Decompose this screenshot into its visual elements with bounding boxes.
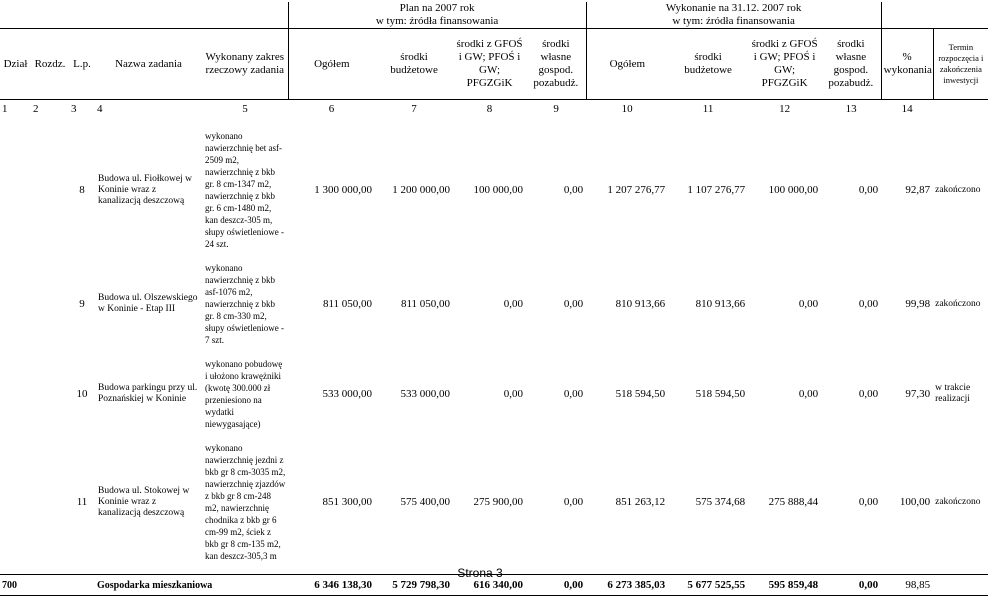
colnum: 11 xyxy=(702,103,714,115)
col-exec-budzet: środki budżetowe xyxy=(668,29,748,100)
total-exec-total: 6 273 385,03 xyxy=(586,575,668,596)
exec-title: Wykonanie na 31.12. 2007 rok xyxy=(586,2,881,15)
row-scope: wykonano nawierzchnię z bkb asf-1076 m2, nawierzchnię z bkb gr. 8 cm-330 m2, słupy oświetleniowe - 7 szt. xyxy=(205,263,284,345)
row-name: Budowa ul. Olszewskiego w Koninie - Etap III xyxy=(98,293,198,314)
header-row-sub xyxy=(0,15,988,29)
exec-pct: 92,87 xyxy=(905,184,931,196)
col-plan-budzet: środki budżetowe xyxy=(375,29,453,100)
exec-pct: 97,30 xyxy=(905,388,931,400)
exec-total: 1 207 276,77 xyxy=(607,184,666,196)
table-row xyxy=(0,358,988,430)
colnum: 1 xyxy=(2,103,8,115)
total-plan-gfos: 616 340,00 xyxy=(453,575,526,596)
plan-gfos: 0,00 xyxy=(503,298,524,310)
budget-table xyxy=(0,2,988,596)
column-numbers-row xyxy=(0,100,988,119)
colnum: 6 xyxy=(328,103,335,115)
colnum: 12 xyxy=(779,103,791,115)
plan-budget: 575 400,00 xyxy=(400,496,451,508)
col-termin: Termin rozpoczęcia i zakończenia inwestycji xyxy=(933,29,988,100)
row-name: Budowa ul. Fiołkowej w Koninie wraz z kanalizacją deszczową xyxy=(98,173,192,206)
total-plan-own: 0,00 xyxy=(526,575,586,596)
exec-pct: 100,00 xyxy=(899,496,931,508)
total-exec-own: 0,00 xyxy=(821,575,881,596)
colnum: 8 xyxy=(486,103,493,115)
total-plan-total: 6 346 138,30 xyxy=(288,575,375,596)
total-name: Gospodarka mieszkaniowa xyxy=(95,575,288,596)
col-pct: % wykonania xyxy=(881,29,933,100)
plan-gfos: 100 000,00 xyxy=(473,184,524,196)
row-status: zakończono xyxy=(935,496,981,507)
col-exec-ogolem: Ogółem xyxy=(586,29,668,100)
exec-total: 518 594,50 xyxy=(615,388,666,400)
plan-own: 0,00 xyxy=(563,184,584,196)
row-scope: wykonano pobudowę i ułożono krawężniki (kwotę 300.000 zł przeniesiono na wydatki niewygasające) xyxy=(205,359,283,429)
exec-budget: 1 107 276,77 xyxy=(687,184,746,196)
colnum: 13 xyxy=(845,103,857,115)
exec-own: 0,00 xyxy=(858,184,879,196)
plan-total: 851 300,00 xyxy=(322,496,373,508)
colnum: 4 xyxy=(97,103,103,115)
exec-gfos: 275 888,44 xyxy=(768,496,819,508)
total-exec-gfos: 595 859,48 xyxy=(748,575,821,596)
exec-gfos: 0,00 xyxy=(798,388,819,400)
exec-total: 851 263,12 xyxy=(615,496,666,508)
table-row xyxy=(0,130,988,250)
plan-title: Plan na 2007 rok xyxy=(288,2,586,15)
total-pct: 98,85 xyxy=(881,575,933,596)
plan-gfos: 275 900,00 xyxy=(473,496,524,508)
plan-budget: 533 000,00 xyxy=(400,388,451,400)
plan-subtitle: w tym: źródła finansowania xyxy=(288,15,586,29)
plan-own: 0,00 xyxy=(563,496,584,508)
colnum: 14 xyxy=(901,103,913,115)
row-lp: 9 xyxy=(79,298,85,310)
col-zakres: Wykonany zakres rzeczowy zadania xyxy=(202,29,288,100)
row-lp: 8 xyxy=(79,184,85,196)
row-status: zakończono xyxy=(935,184,981,195)
col-nazwa: Nazwa zadania xyxy=(95,29,202,100)
plan-total: 533 000,00 xyxy=(322,388,373,400)
header-row-plan xyxy=(0,2,988,15)
table-row xyxy=(0,442,988,562)
row-scope: wykonano nawierzchnię bet asf-2509 m2, nawierzchnię z bkb gr. 8 cm-1347 m2, nawierzchnię z bkb gr. 6 cm-1480 m2, kan deszcz-305 m, słupy oświetleniowe - 24 szt. xyxy=(205,131,284,249)
header-row-columns xyxy=(0,29,988,100)
total-exec-budget: 5 677 525,55 xyxy=(668,575,748,596)
plan-own: 0,00 xyxy=(563,298,584,310)
plan-total: 1 300 000,00 xyxy=(314,184,373,196)
row-status: zakończono xyxy=(935,298,981,309)
exec-budget: 518 594,50 xyxy=(695,388,746,400)
col-rozdz: Rozdz. xyxy=(31,29,69,100)
exec-own: 0,00 xyxy=(858,388,879,400)
colnum: 7 xyxy=(411,103,417,115)
exec-pct: 99,98 xyxy=(905,298,931,310)
exec-budget: 810 913,66 xyxy=(695,298,746,310)
exec-gfos: 0,00 xyxy=(798,298,819,310)
row-lp: 10 xyxy=(76,388,88,400)
row-name: Budowa parkingu przy ul. Poznańskiej w Koninie xyxy=(98,383,198,404)
total-dzial: 700 xyxy=(0,575,31,596)
colnum: 2 xyxy=(33,103,39,115)
plan-budget: 1 200 000,00 xyxy=(392,184,451,196)
row-status: w trakcie realizacji xyxy=(935,383,971,404)
col-plan-ogolem: Ogółem xyxy=(288,29,375,100)
exec-subtitle: w tym: źródła finansowania xyxy=(586,15,881,29)
exec-own: 0,00 xyxy=(858,298,879,310)
col-lp: L.p. xyxy=(69,29,95,100)
page-footer: Strona 3 xyxy=(457,566,503,580)
col-dzial: Dział xyxy=(0,29,31,100)
colnum: 9 xyxy=(553,103,559,115)
colnum: 5 xyxy=(242,103,248,115)
col-plan-gfos: środki z GFOŚ i GW; PFOŚ i GW; PFGZGiK xyxy=(453,29,526,100)
plan-own: 0,00 xyxy=(563,388,584,400)
row-lp: 11 xyxy=(76,496,88,508)
total-plan-budget: 5 729 798,30 xyxy=(375,575,453,596)
plan-total: 811 050,00 xyxy=(322,298,373,310)
colnum: 3 xyxy=(71,103,77,115)
table-row xyxy=(0,262,988,346)
col-plan-wlasne: środki własne gospod. pozabudż. xyxy=(526,29,586,100)
colnum: 10 xyxy=(621,103,633,115)
col-exec-wlasne: środki własne gospod. pozabudż. xyxy=(821,29,881,100)
plan-budget: 811 050,00 xyxy=(400,298,451,310)
exec-own: 0,00 xyxy=(858,496,879,508)
exec-budget: 575 374,68 xyxy=(695,496,746,508)
exec-gfos: 100 000,00 xyxy=(768,184,819,196)
row-name: Budowa ul. Stokowej w Koninie wraz z kanalizacją deszczową xyxy=(98,485,190,518)
exec-total: 810 913,66 xyxy=(615,298,666,310)
row-scope: wykonano nawierzchnię jezdni z bkb gr 8 cm-3035 m2, nawierzchnię zjazdów z bkb gr 8 cm-248 m2, nawierzchnię chodnika z bkb gr 6 cm-99 m2, ściek z bkb gr 8 cm-135 m2, kan deszcz-305,3 m xyxy=(205,443,286,561)
plan-gfos: 0,00 xyxy=(503,388,524,400)
col-exec-gfos: środki z GFOŚ i GW; PFOŚ i GW; PFGZGiK xyxy=(748,29,821,100)
